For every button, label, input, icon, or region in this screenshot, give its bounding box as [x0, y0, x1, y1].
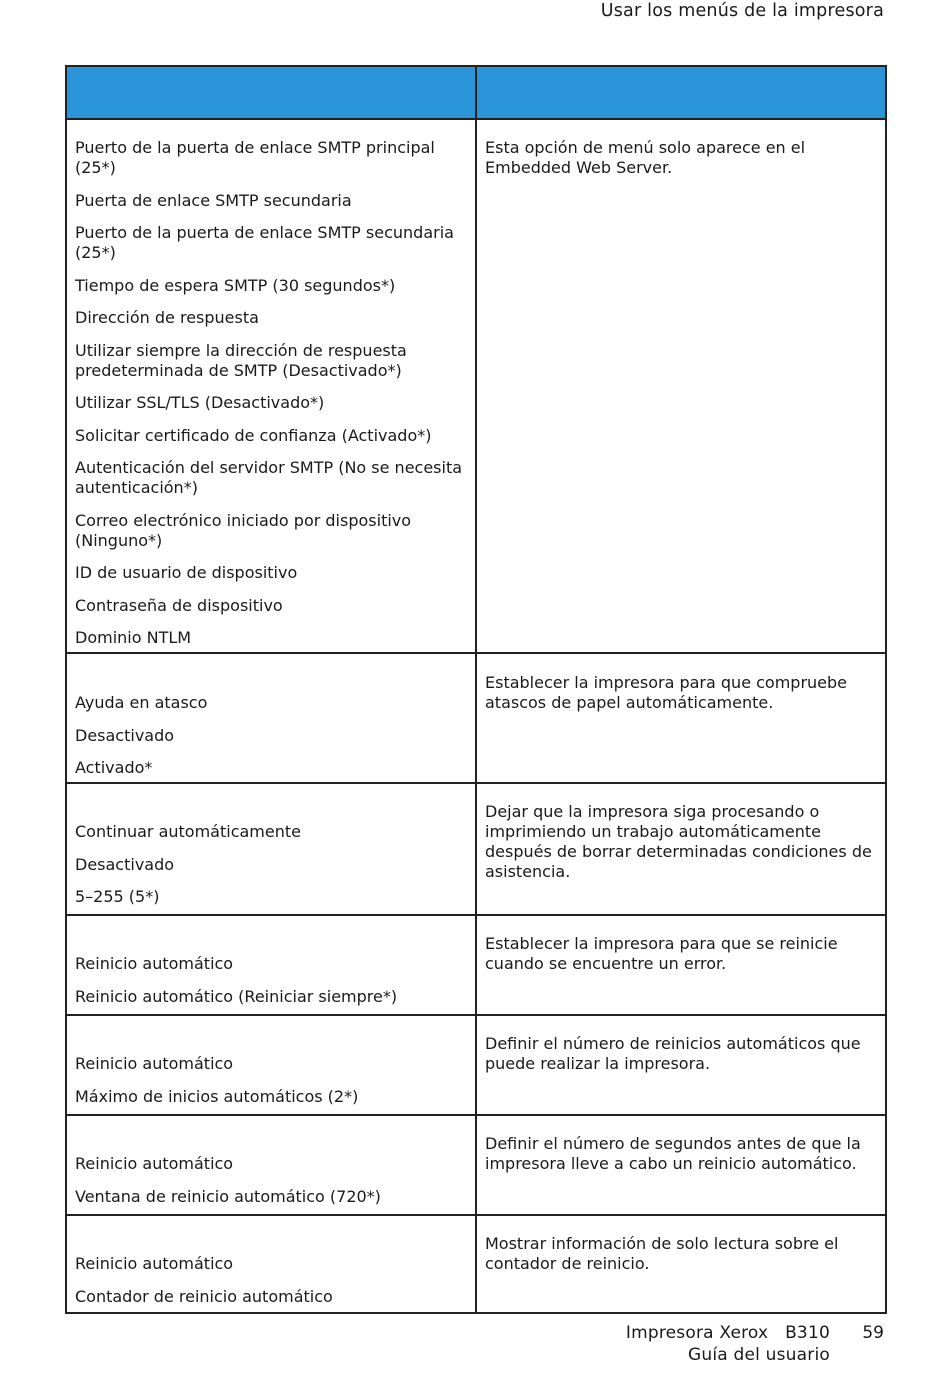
- table-row: [66, 653, 886, 783]
- menu-table: [65, 65, 887, 1314]
- menu-item-cell: [66, 915, 476, 1015]
- menu-item: Correo electrónico iniciado por dispositivo (Ninguno*): [75, 510, 412, 550]
- menu-item: Activado*: [75, 758, 153, 777]
- description-text: Dejar que la impresora siga procesando o imprimiendo un trabajo automáticamente después de borrar determinadas condiciones de asistencia.: [485, 802, 872, 881]
- table-row: [66, 915, 886, 1015]
- menu-item: Autenticación del servidor SMTP (No se necesita autenticación*): [75, 458, 463, 497]
- description-text: Establecer la impresora para que compruebe atascos de papel automáticamente.: [485, 673, 848, 712]
- table-row: [66, 1115, 886, 1215]
- menu-item: Contador de reinicio automático: [75, 1286, 333, 1306]
- page-footer: [626, 1322, 830, 1366]
- menu-item-cell: [66, 1215, 476, 1313]
- menu-item: Puerta de enlace SMTP secundaria: [75, 190, 352, 210]
- description-cell: [476, 1215, 886, 1313]
- description-text: Establecer la impresora para que se reinicie cuando se encuentre un error.: [485, 934, 838, 973]
- table-row: [66, 119, 886, 653]
- header-cell-menu-item: [66, 66, 476, 119]
- menu-item: Reinicio automático: [75, 1054, 234, 1073]
- menu-item: Desactivado: [75, 854, 175, 874]
- description-text: Mostrar información de solo lectura sobre el contador de reinicio.: [485, 1234, 839, 1273]
- menu-item: Dominio NTLM: [75, 628, 192, 647]
- description-cell: [476, 653, 886, 783]
- menu-item: Reinicio automático: [75, 1254, 234, 1273]
- menu-item: Dirección de respuesta: [75, 308, 259, 327]
- menu-item: Continuar automáticamente: [75, 822, 301, 841]
- menu-item: Puerto de la puerta de enlace SMTP secundaria (25*): [75, 223, 454, 262]
- footer-product-name: Impresora Xerox B310: [625, 1323, 830, 1343]
- description-cell: [476, 1015, 886, 1115]
- menu-item: Reinicio automático: [75, 1154, 234, 1173]
- menu-item: Contraseña de dispositivo: [75, 595, 283, 615]
- menu-item: Tiempo de espera SMTP (30 segundos*): [75, 275, 396, 295]
- menu-item: Utilizar SSL/TLS (Desactivado*): [75, 393, 325, 412]
- description-text: Definir el número de segundos antes de que la impresora lleve a cabo un reinicio automático.: [485, 1134, 861, 1173]
- menu-item: Ventana de reinicio automático (720*): [75, 1186, 381, 1206]
- menu-item-cell: [66, 1015, 476, 1115]
- header-cell-description: [476, 66, 886, 119]
- menu-item: ID de usuario de dispositivo: [75, 563, 298, 582]
- description-cell: [476, 119, 886, 653]
- menu-item: Reinicio automático: [75, 954, 234, 973]
- menu-item: Puerto de la puerta de enlace SMTP principal (25*): [75, 138, 435, 177]
- menu-item-cell: [66, 119, 476, 653]
- table-row: [66, 1015, 886, 1115]
- menu-item: Solicitar certificado de confianza (Activado*): [75, 425, 432, 445]
- menu-item: Desactivado: [75, 725, 175, 745]
- running-head-title: Usar los menús de la impresora: [600, 1, 884, 21]
- description-cell: [476, 915, 886, 1015]
- menu-item-cell: [66, 1115, 476, 1215]
- menu-item: Máximo de inicios automáticos (2*): [75, 1086, 359, 1106]
- page-number: 59: [862, 1323, 884, 1343]
- description-text: Definir el número de reinicios automáticos que puede realizar la impresora.: [485, 1034, 861, 1073]
- table-row: [66, 1215, 886, 1313]
- menu-item: Utilizar siempre la dirección de respuesta predeterminada de SMTP (Desactivado*): [75, 340, 407, 380]
- menu-item-cell: [66, 653, 476, 783]
- menu-item: Reinicio automático (Reiniciar siempre*): [75, 986, 398, 1006]
- description-cell: [476, 1115, 886, 1215]
- description-cell: [476, 783, 886, 915]
- table-header-row: [66, 66, 886, 119]
- table-row: [66, 783, 886, 915]
- footer-guide-name: Guía del usuario: [687, 1345, 830, 1365]
- menu-item: 5–255 (5*): [75, 887, 160, 906]
- menu-item-cell: [66, 783, 476, 915]
- menu-item: Ayuda en atasco: [75, 693, 208, 712]
- description-text: Esta opción de menú solo aparece en el Embedded Web Server.: [485, 138, 806, 177]
